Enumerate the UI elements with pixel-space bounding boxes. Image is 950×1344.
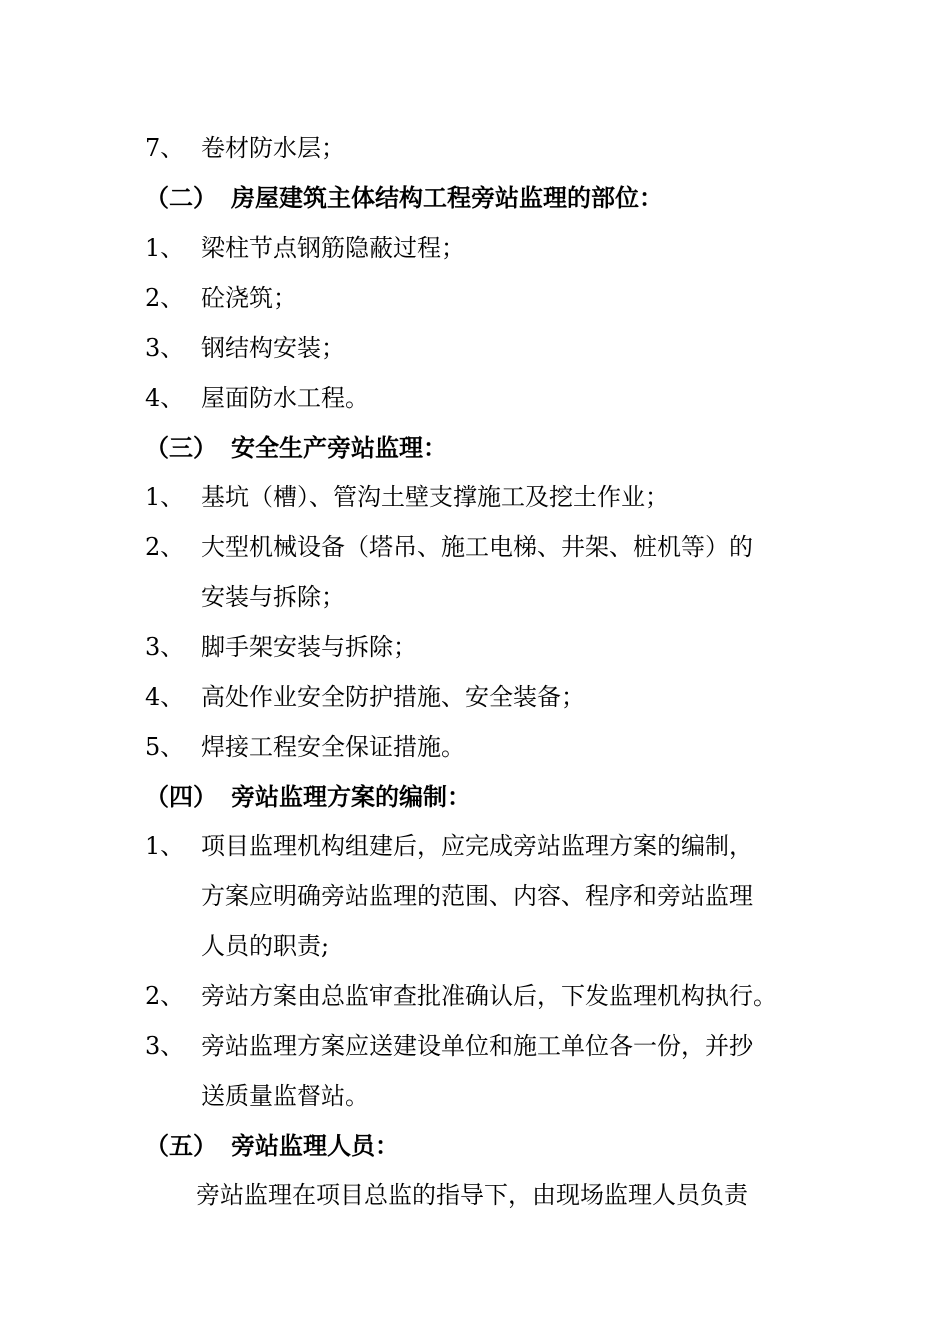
- list-item-number: 2、: [145, 982, 185, 1010]
- list-item-number: 3、: [145, 1032, 185, 1060]
- section-heading-number: （二）: [145, 183, 217, 212]
- list-item-number: 3、: [145, 334, 185, 362]
- list-item-text: 卷材防水层；: [201, 134, 345, 162]
- list-item-number: 5、: [145, 733, 185, 761]
- list-item-number: 4、: [145, 683, 185, 711]
- list-item-text: 钢结构安装；: [201, 334, 345, 362]
- list-item-text: 人员的职责;: [201, 932, 330, 960]
- section-heading-number: （三）: [145, 433, 217, 462]
- list-item-number: 1、: [145, 234, 185, 262]
- list-item-number: 1、: [145, 483, 185, 511]
- list-item-text: 焊接工程安全保证措施。: [201, 733, 465, 761]
- list-item-text: 送质量监督站。: [201, 1082, 369, 1110]
- section-heading-text: 安全生产旁站监理：: [231, 433, 447, 462]
- list-item-text: 方案应明确旁站监理的范围、内容、程序和旁站监理: [201, 882, 753, 910]
- paragraph-text: 旁站监理在项目总监的指导下，由现场监理人员负责: [196, 1181, 748, 1209]
- list-item-text: 高处作业安全防护措施、安全装备；: [201, 683, 585, 711]
- list-item-number: 2、: [145, 284, 185, 312]
- list-item-text: 脚手架安装与拆除；: [201, 633, 417, 661]
- list-item-text: 屋面防水工程。: [201, 384, 369, 412]
- section-heading-text: 旁站监理人员：: [231, 1131, 399, 1160]
- list-item-number: 4、: [145, 384, 185, 412]
- section-heading-text: 旁站监理方案的编制：: [231, 782, 471, 811]
- list-item-text: 基坑（槽）、管沟土壁支撑施工及挖土作业；: [201, 483, 669, 511]
- section-heading-text: 房屋建筑主体结构工程旁站监理的部位：: [231, 183, 663, 212]
- list-item-number: 3、: [145, 633, 185, 661]
- list-item-text: 砼浇筑；: [201, 284, 297, 312]
- list-item-text: 旁站监理方案应送建设单位和施工单位各一份，并抄: [201, 1032, 753, 1060]
- list-item-text: 项目监理机构组建后，应完成旁站监理方案的编制，: [201, 832, 753, 860]
- list-item-number: 7、: [145, 134, 185, 162]
- list-item-text: 安装与拆除；: [201, 583, 345, 611]
- list-item-text: 旁站方案由总监审查批准确认后，下发监理机构执行。: [201, 982, 777, 1010]
- section-heading-number: （四）: [145, 782, 217, 811]
- list-item-text: 大型机械设备（塔吊、施工电梯、井架、桩机等）的: [201, 533, 753, 561]
- list-item-number: 2、: [145, 533, 185, 561]
- list-item-number: 1、: [145, 832, 185, 860]
- section-heading-number: （五）: [145, 1131, 217, 1160]
- list-item-text: 梁柱节点钢筋隐蔽过程；: [201, 234, 465, 262]
